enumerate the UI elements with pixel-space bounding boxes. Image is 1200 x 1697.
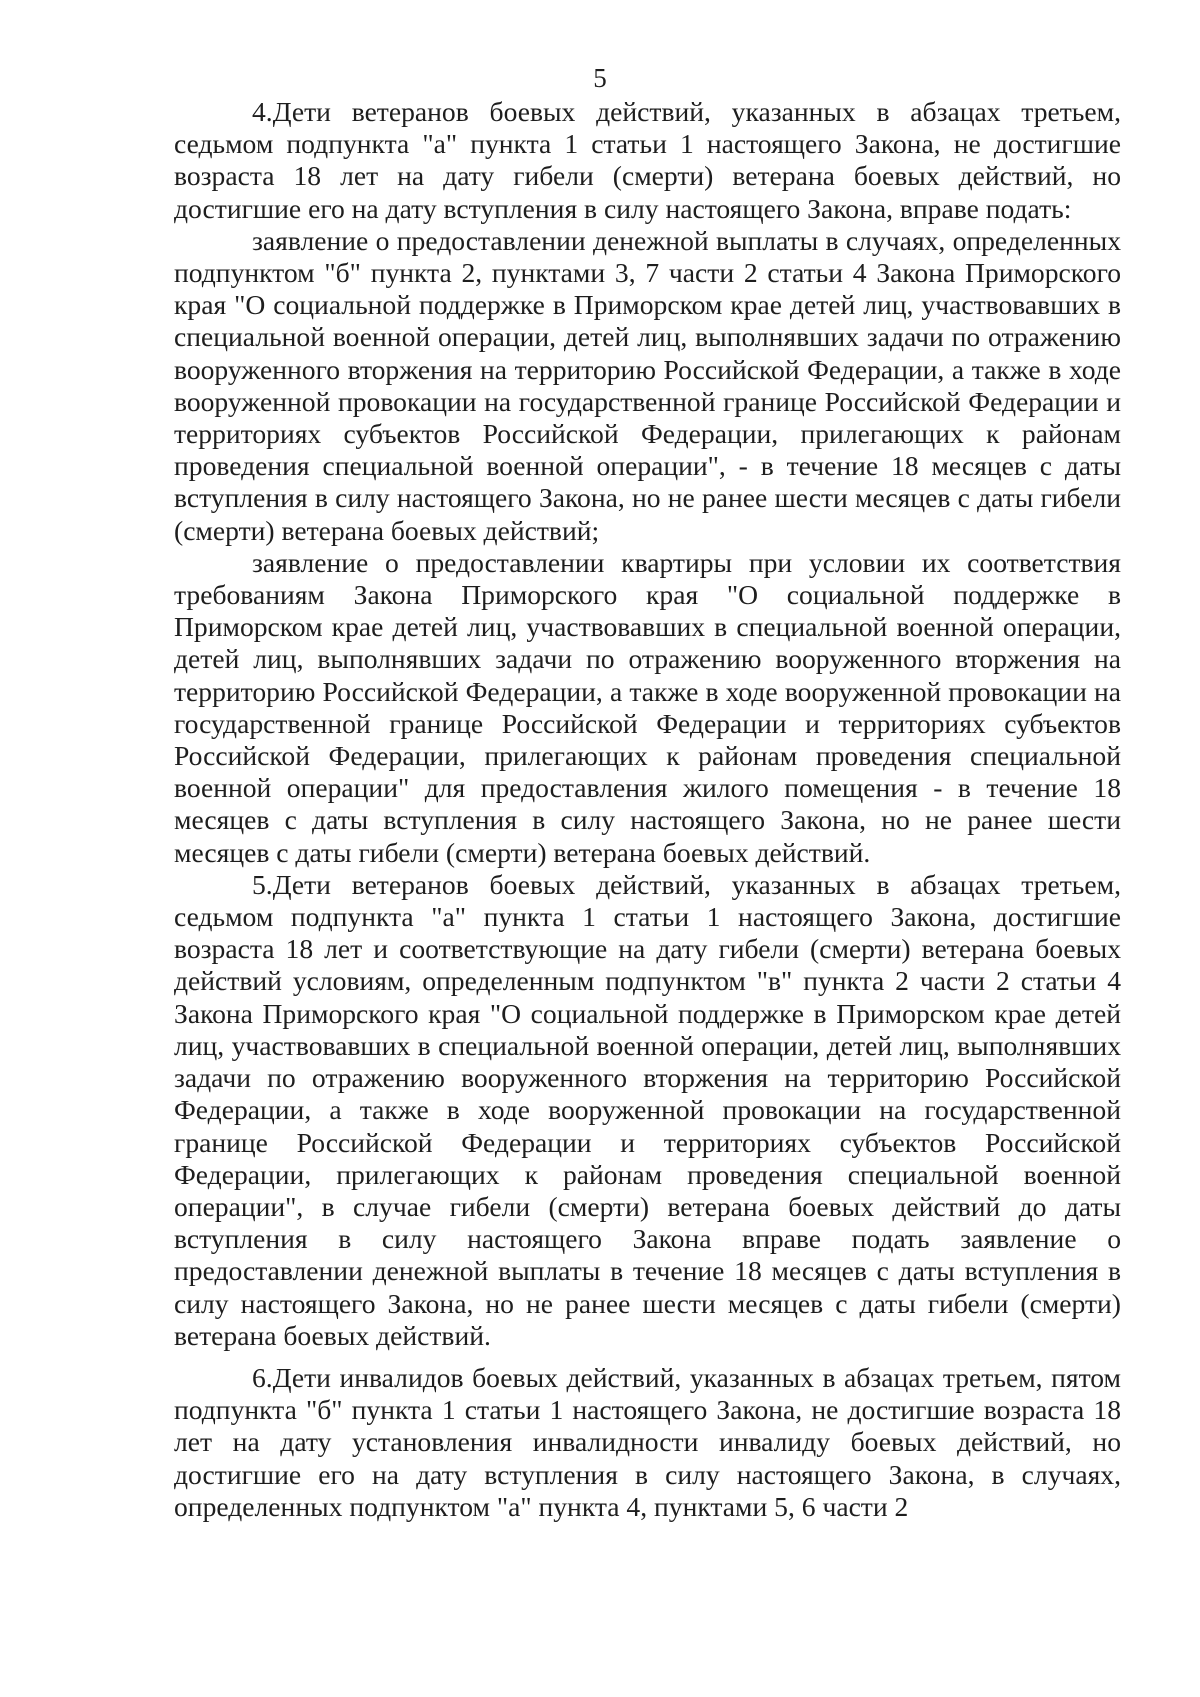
document-body: [174, 96, 1121, 1523]
paragraph-item-6: 6.Дети инвалидов боевых действий, указанных в абзацах третьем, пятом подпункта "б" пункта 1 статьи 1 настоящего Закона, не достигшие возраста 18 лет на дату установления инвалидности инвалиду боевых действий, но достигшие его на дату вступления в силу настоящего Закона, в случаях, определенных подпунктом "а" пункта 4, пунктами 5, 6 части 2: [174, 1361, 1121, 1522]
paragraph-payment-application: заявление о предоставлении денежной выплаты в случаях, определенных подпунктом "б" пункта 2, пунктами 3, 7 части 2 статьи 4 Закона Приморского края "О социальной поддержке в Приморском крае детей лиц, участвовавших в специальной военной операции, детей лиц, выполнявших задачи по отражению вооруженного вторжения на территорию Российской Федерации, а также в ходе вооруженной провокации на государственной границе Российской Федерации и территориях субъектов Российской Федерации, прилегающих к районам проведения специальной военной операции", - в течение 18 месяцев с даты вступления в силу настоящего Закона, но не ранее шести месяцев с даты гибели (смерти) ветерана боевых действий;: [174, 224, 1121, 546]
paragraph-item-4: 4.Дети ветеранов боевых действий, указанных в абзацах третьем, седьмом подпункта "а" пункта 1 статьи 1 настоящего Закона, не достигшие возраста 18 лет на дату гибели (смерти) ветерана боевых действий, но достигшие его на дату вступления в силу настоящего Закона, вправе подать:: [174, 96, 1121, 224]
paragraph-item-5: 5.Дети ветеранов боевых действий, указанных в абзацах третьем, седьмом подпункта "а" пункта 1 статьи 1 настоящего Закона, достигшие возраста 18 лет и соответствующие на дату гибели (смерти) ветерана боевых действий условиям, определенным подпунктом "в" пункта 2 части 2 статьи 4 Закона Приморского края "О социальной поддержке в Приморском крае детей лиц, участвовавших в специальной военной операции, детей лиц, выполнявших задачи по отражению вооруженного вторжения на территорию Российской Федерации, а также в ходе вооруженной провокации на государственной границе Российской Федерации и территориях субъектов Российской Федерации, прилегающих к районам проведения специальной военной операции", в случае гибели (смерти) ветерана боевых действий до даты вступления в силу настоящего Закона вправе подать заявление о предоставлении денежной выплаты в течение 18 месяцев с даты вступления в силу настоящего Закона, но не ранее шести месяцев с даты гибели (смерти) ветерана боевых действий.: [174, 868, 1121, 1351]
paragraph-apartment-application: заявление о предоставлении квартиры при условии их соответствия требованиям Закона Приморского края "О социальной поддержке в Приморском крае детей лиц, участвовавших в специальной военной операции, детей лиц, выполнявших задачи по отражению вооруженного вторжения на территорию Российской Федерации, а также в ходе вооруженной провокации на государственной границе Российской Федерации и территориях субъектов Российской Федерации, прилегающих к районам проведения специальной военной операции" для предоставления жилого помещения - в течение 18 месяцев с даты вступления в силу настоящего Закона, но не ранее шести месяцев с даты гибели (смерти) ветерана боевых действий.: [174, 546, 1121, 868]
page-number: 5: [593, 63, 607, 93]
